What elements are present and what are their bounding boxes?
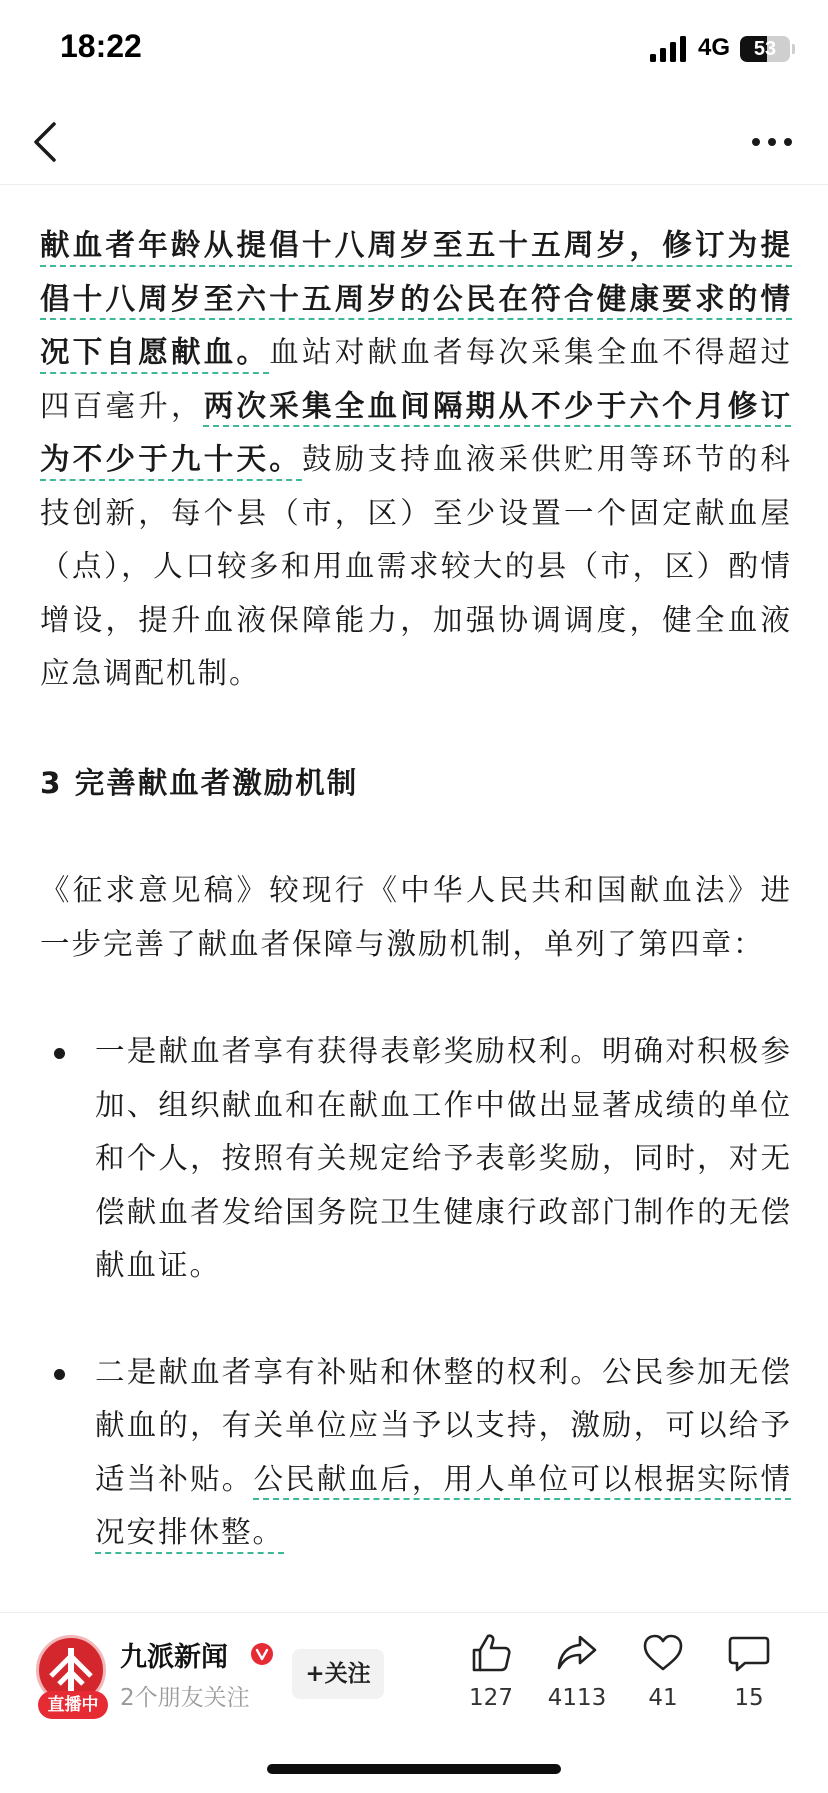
verified-icon bbox=[250, 1642, 274, 1666]
share-icon bbox=[555, 1631, 599, 1675]
network-label: 4G bbox=[698, 34, 731, 61]
home-indicator[interactable] bbox=[267, 1764, 561, 1774]
battery-icon bbox=[740, 36, 790, 62]
like-count: 127 bbox=[469, 1685, 513, 1711]
favorite-button[interactable] bbox=[620, 1631, 706, 1711]
back-button[interactable] bbox=[26, 114, 74, 170]
list-item-text: 二是献血者享有补贴和休整的权利。公民参加无偿献血的，有关单位应当予以支持，激励，可以给予适当补贴。 bbox=[95, 1354, 792, 1496]
highlighted-text[interactable]: 献血者年龄从提倡十八周岁至五十五周岁，修订为提倡十八周岁至六十五周岁的公民在符合健康要求的情况下自愿献血。 bbox=[40, 228, 792, 369]
list-item bbox=[40, 1346, 792, 1560]
bullet-icon bbox=[54, 1048, 65, 1059]
bullet-icon bbox=[54, 1369, 65, 1380]
highlighted-text[interactable]: 两次采集全血间隔期从不少于六个月修订为不少于九十天。 bbox=[40, 388, 792, 476]
nav-bar bbox=[0, 100, 828, 185]
comment-button[interactable] bbox=[706, 1631, 792, 1711]
more-button[interactable] bbox=[742, 122, 802, 162]
article-body bbox=[40, 219, 792, 1560]
battery-tip bbox=[792, 44, 795, 54]
status-bar bbox=[0, 0, 828, 100]
thumbs-up-icon bbox=[469, 1631, 513, 1675]
bullet-list bbox=[40, 1025, 792, 1560]
friends-follow-text: 2个朋友关注 bbox=[120, 1685, 250, 1711]
list-item-text: 一是献血者享有获得表彰奖励权利。明确对积极参加、组织献血和在献血工作中做出显著成绩的单位和个人，按照有关规定给予表彰奖励，同时，对无偿献血者发给国务院卫生健康行政部门制作的无偿献血证。 bbox=[95, 1034, 792, 1282]
favorite-count: 41 bbox=[648, 1685, 678, 1711]
article-paragraph: 《征求意见稿》较现行《中华人民共和国献血法》进一步完善了献血者保障与激励机制，单列了第四章： bbox=[40, 873, 792, 961]
status-time: 18:22 bbox=[60, 28, 142, 64]
list-item bbox=[40, 1025, 792, 1293]
like-button[interactable] bbox=[448, 1631, 534, 1711]
comment-count: 15 bbox=[734, 1685, 764, 1711]
body-text: 鼓励支持血液采供贮用等环节的科技创新，每个县（市，区）至少设置一个固定献血屋（点），人口较多和用血需求较大的县（市，区）酌情增设，提升血液保障能力，加强协调调度，健全血液应急调配机制。 bbox=[40, 442, 792, 690]
account-name[interactable]: 九派新闻 bbox=[120, 1642, 228, 1673]
article-paragraph bbox=[40, 219, 792, 701]
share-button[interactable] bbox=[534, 1631, 620, 1711]
battery-level: 53 bbox=[753, 38, 777, 60]
signal-icon bbox=[650, 36, 690, 62]
share-count: 4113 bbox=[547, 1685, 607, 1711]
section-heading: 3 完善献血者激励机制 bbox=[40, 765, 359, 800]
heart-icon bbox=[641, 1631, 685, 1675]
follow-button[interactable]: +关注 bbox=[292, 1649, 384, 1699]
highlighted-text[interactable]: 公民献血后，用人单位可以根据实际情况安排休整。 bbox=[95, 1461, 792, 1549]
comment-icon bbox=[727, 1631, 771, 1675]
body-text: 血站对献血者每次采集全血不得超过四百毫升， bbox=[40, 335, 792, 423]
live-badge[interactable]: 直播中 bbox=[38, 1691, 108, 1719]
